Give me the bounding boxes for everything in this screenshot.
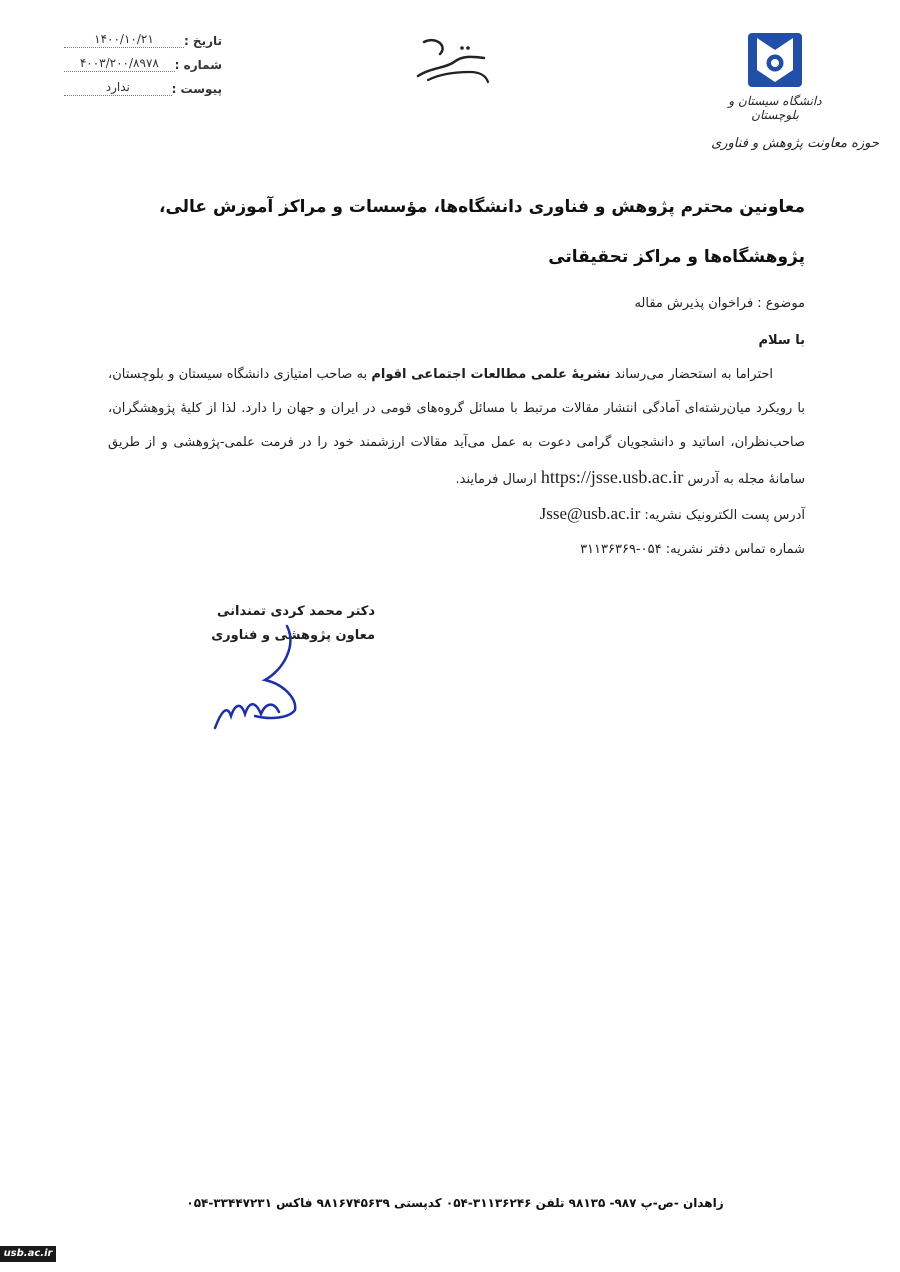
journal-name: نشریۀ علمی مطالعات اجتماعی اقوام (371, 367, 611, 382)
attachment-value: ندارد (64, 80, 172, 96)
number-row (62, 48, 222, 72)
university-logo (710, 30, 879, 151)
signature-block (205, 600, 375, 648)
phone-number: ۰۵۴-۳۱۱۳۶۳۶۹ (580, 542, 662, 557)
addressee: معاونین محترم پژوهش و فناوری دانشگاه‌ها، مؤسسات و مراکز آموزش عالی، پژوهشگاه‌ها و مراکز تحقیقاتی (158, 197, 805, 267)
email-line (108, 497, 805, 533)
email-label: آدرس پست الکترونیک نشریه: (644, 508, 805, 523)
footer-address: زاهدان -ص-پ ۹۸۷- ۹۸۱۳۵ تلفن ۳۱۱۳۶۲۴۶-۰۵۴ کدپستی ۹۸۱۶۷۴۵۶۳۹ فاکس ۳۳۴۴۷۲۳۱-۰۵۴ (186, 1196, 724, 1210)
letter-body (108, 182, 805, 567)
journal-url-link[interactable]: https://jsse.usb.ac.ir (540, 467, 684, 487)
subject-line: موضوع : فراخوان پذیرش مقاله (634, 296, 805, 311)
phone-label: شماره تماس دفتر نشریه: (665, 542, 805, 557)
university-emblem-icon (745, 30, 805, 90)
number-label: شماره : (174, 58, 222, 72)
body-paragraph (108, 358, 805, 497)
handwritten-signature-icon (205, 620, 345, 730)
bismillah-calligraphy-icon (410, 32, 500, 92)
signatory-title: معاون پژوهشی و فناوری (211, 628, 375, 643)
email-link[interactable]: Jsse@usb.ac.ir (539, 504, 641, 523)
phone-line (108, 533, 805, 567)
attachment-label: پیوست : (171, 82, 222, 96)
body-text-part1: احتراما به استحضار می‌رساند (614, 367, 774, 382)
greeting: با سلام (758, 333, 805, 348)
date-value: ۱۴۰۰/۱۰/۲۱ (64, 32, 184, 48)
body-text-part3: ارسال فرمایند. (455, 472, 537, 487)
signatory-name: دکتر محمد کردی تمندانی (217, 604, 375, 619)
university-name: دانشگاه سیستان و بلوچستان (728, 94, 822, 122)
number-value: ۴۰۰۳/۲۰۰/۸۹۷۸ (64, 56, 175, 72)
department-name: حوزه معاونت پژوهش و فناوری (711, 136, 879, 151)
date-label: تاریخ : (183, 34, 222, 48)
date-row (62, 24, 222, 48)
letter-meta (62, 24, 222, 96)
website-badge: usb.ac.ir (0, 1246, 56, 1262)
body-text-part2: به صاحب امتیازی دانشگاه سیستان و بلوچستان، با رویکرد میان‌رشته‌ای آمادگی انتشار مقالات مرتبط با مسائل گروه‌های قومی در ایران و جهان را دارد. لذا از کلیۀ پژوهشگران، صاحب‌نظران، اساتید و دانشجویان گرامی دعوت به عمل می‌آید مقالات ارزشمند خود را در فرمت علمی-پژوهشی و از طریق سامانۀ مجله به آدرس (108, 367, 805, 487)
attachment-row (62, 72, 222, 96)
bismillah-calligraphy (410, 32, 500, 92)
